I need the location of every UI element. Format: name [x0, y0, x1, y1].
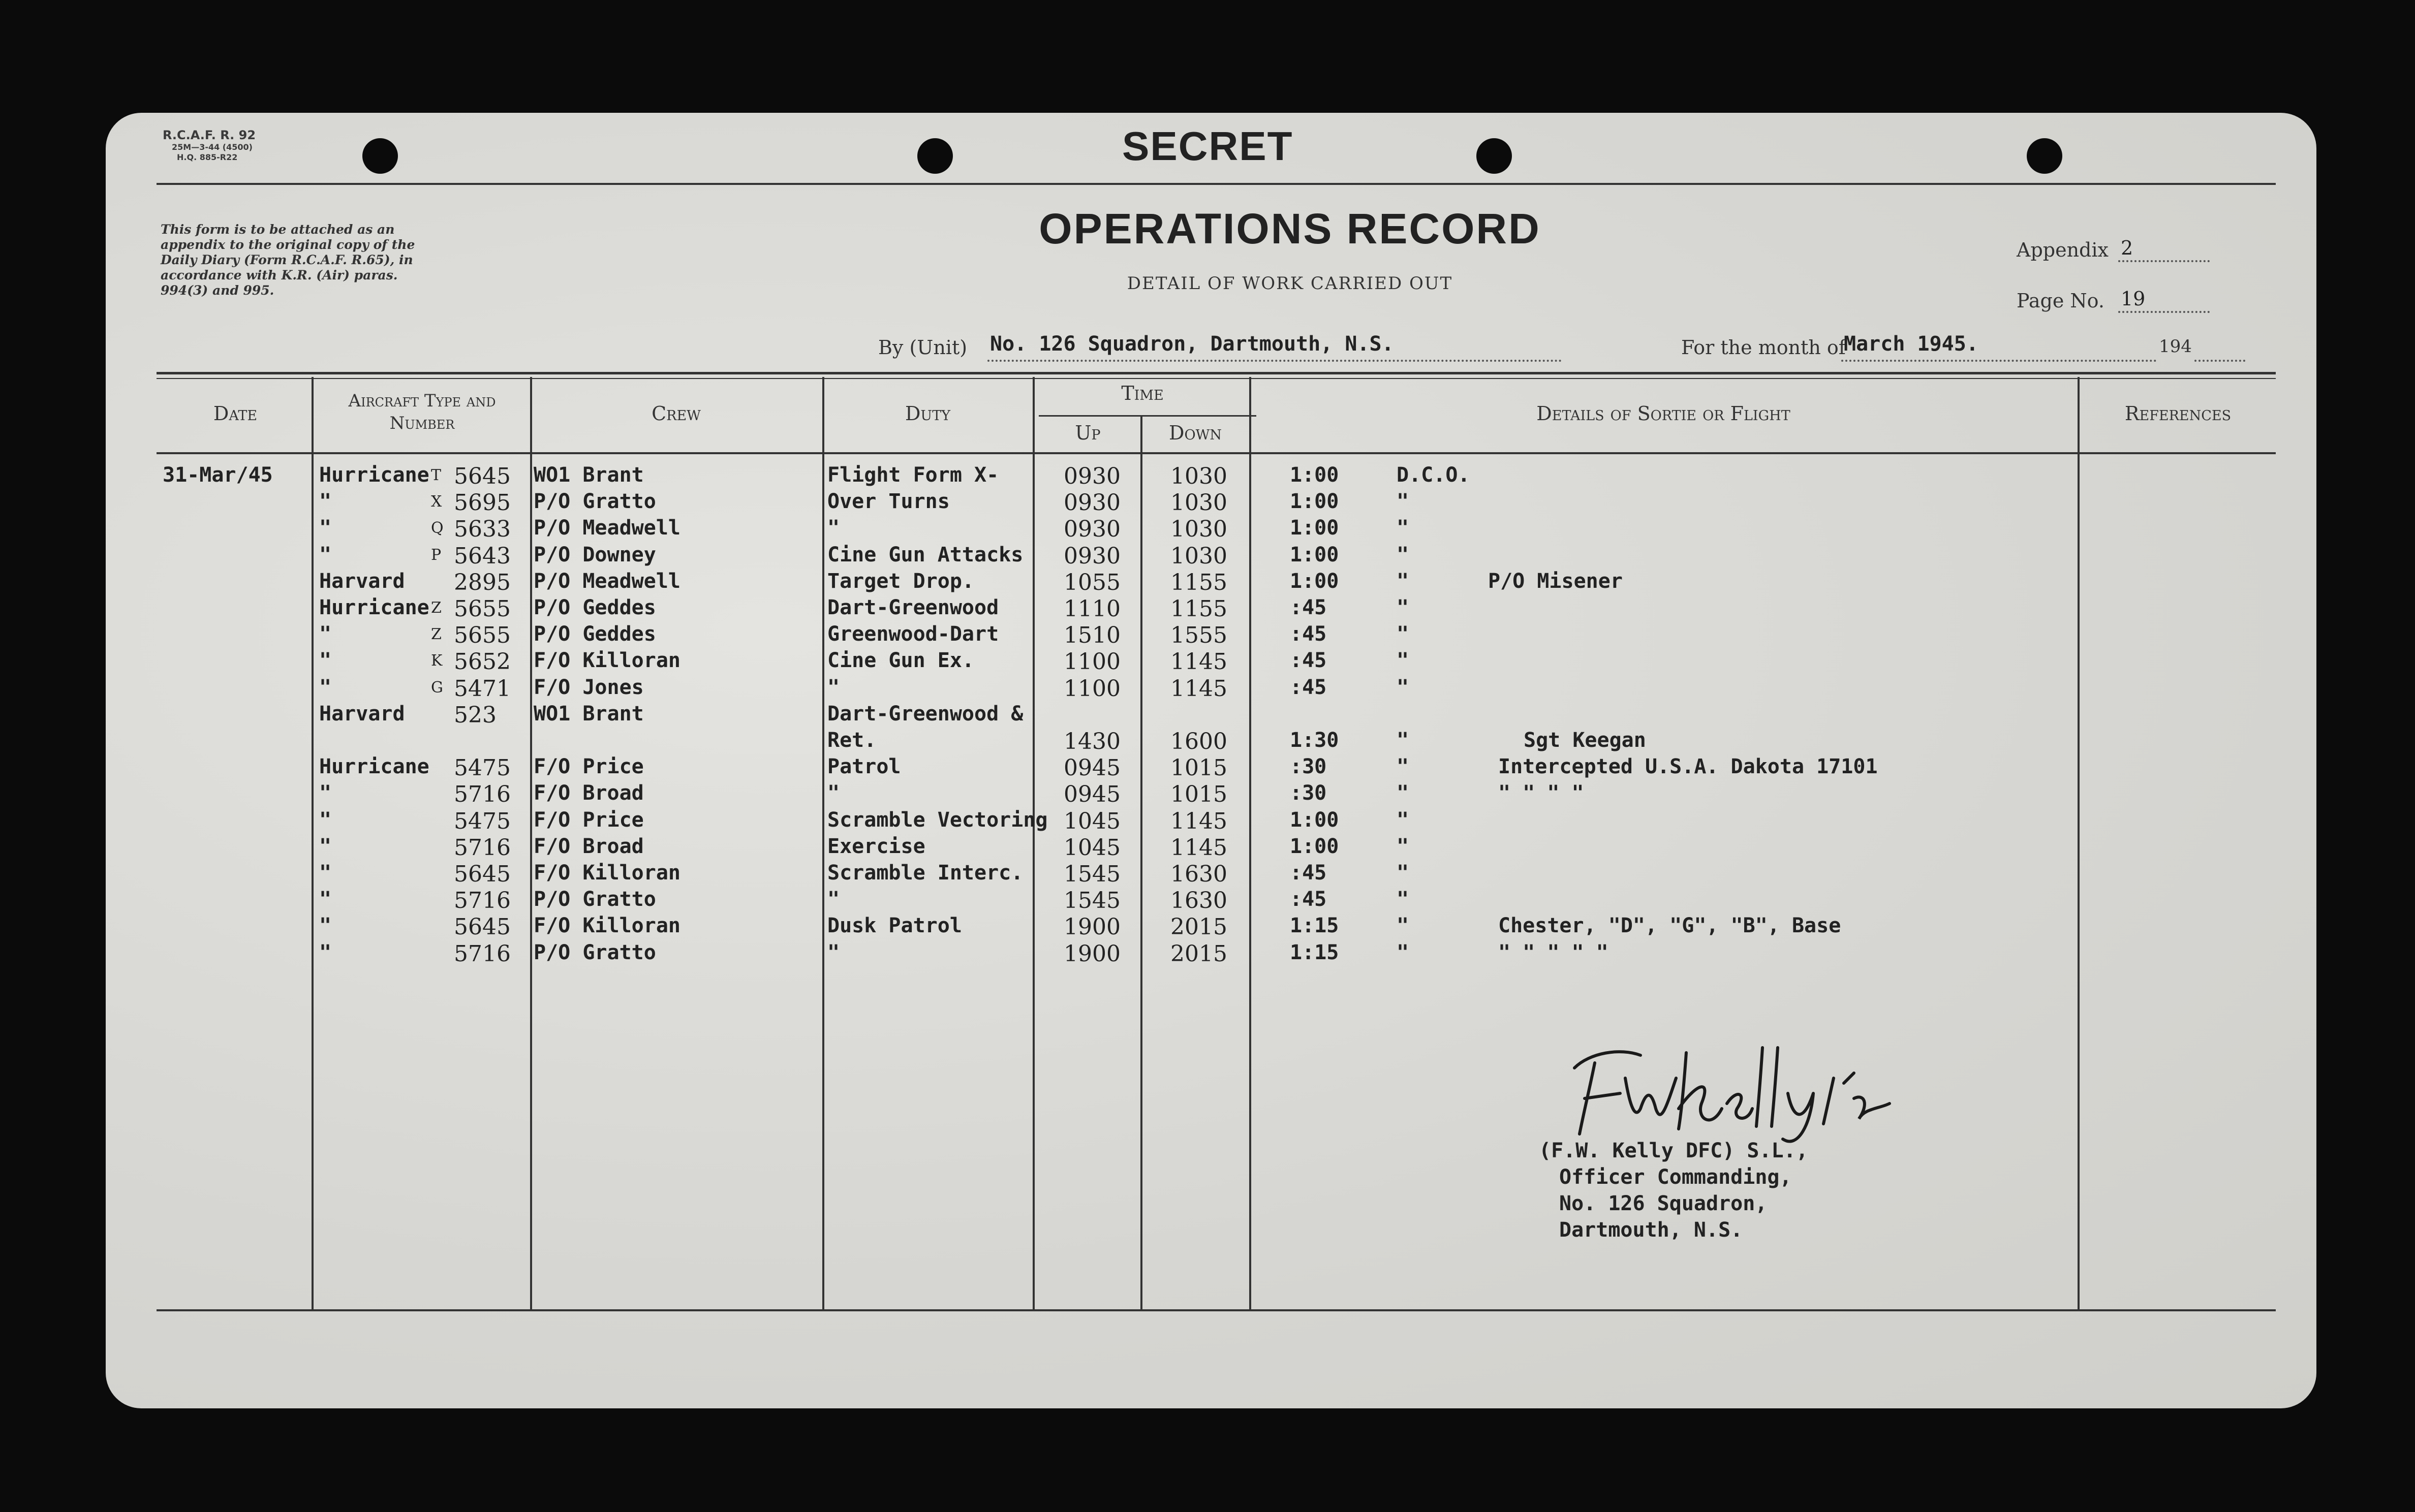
row-detail: D.C.O. — [1397, 463, 1470, 487]
month-value: March 1945. — [1844, 332, 1978, 356]
row-aircraft-number: 5652 — [454, 649, 511, 675]
time-subheader-rule — [1039, 415, 1256, 417]
row-aircraft-type: " — [319, 649, 332, 673]
row-aircraft-type: " — [319, 490, 332, 514]
row-detail: " — [1397, 808, 1409, 832]
row-note: Intercepted U.S.A. Dakota 17101 — [1498, 755, 1878, 779]
table-row — [106, 888, 2316, 914]
row-crew: P/O Geddes — [534, 622, 656, 646]
row-duty: Exercise — [827, 834, 925, 858]
row-duty: Dusk Patrol — [827, 914, 962, 938]
row-duration: 1:00 — [1290, 490, 1339, 514]
row-duty: " — [827, 516, 840, 540]
row-aircraft-type: " — [319, 622, 332, 646]
table-row — [106, 676, 2316, 702]
row-duty: " — [827, 888, 840, 911]
page-number-dotline — [2118, 311, 2210, 313]
row-detail: " — [1397, 649, 1409, 673]
row-crew: F/O Broad — [534, 834, 644, 858]
row-crew: F/O Killoran — [534, 649, 680, 673]
operations-record-form — [106, 113, 2316, 1408]
row-aircraft-type: " — [319, 675, 332, 699]
row-detail: " — [1397, 569, 1409, 593]
row-note: Sgt Keegan — [1524, 729, 1646, 752]
row-time-up: 1110 — [1064, 596, 1121, 622]
row-duty: Greenwood-Dart — [827, 622, 999, 646]
row-aircraft-letter: G — [431, 678, 443, 697]
row-time-down: 1630 — [1170, 888, 1227, 914]
row-detail: " — [1397, 940, 1409, 964]
table-row — [106, 914, 2316, 940]
table-top-rule — [157, 372, 2276, 374]
row-crew: P/O Gratto — [534, 888, 656, 911]
signatory-place: Dartmouth, N.S. — [1559, 1218, 1743, 1242]
row-aircraft-number: 5716 — [454, 940, 511, 967]
row-aircraft-number: 5716 — [454, 888, 511, 914]
row-note: P/O Misener — [1488, 569, 1623, 593]
row-time-up: 1545 — [1064, 888, 1121, 914]
row-aircraft-number: 5645 — [454, 463, 511, 489]
row-time-down: 1030 — [1170, 463, 1227, 489]
row-duration: :45 — [1290, 675, 1327, 699]
row-duty: Target Drop. — [827, 569, 974, 593]
row-time-down: 1145 — [1170, 649, 1227, 675]
appendix-dotline — [2118, 260, 2210, 262]
appendix-value: 2 — [2121, 237, 2133, 259]
form-code: R.C.A.F. R. 92 — [163, 128, 256, 142]
unit-label: By (Unit) — [878, 336, 968, 359]
row-aircraft-number: 2895 — [454, 569, 511, 595]
row-time-down: 2015 — [1170, 914, 1227, 940]
row-duty: Cine Gun Attacks — [827, 543, 1024, 566]
row-crew: P/O Gratto — [534, 940, 656, 964]
row-aircraft-type: Hurricane — [319, 755, 429, 779]
row-duty: " — [827, 675, 840, 699]
row-note: " " " " — [1498, 781, 1584, 805]
appendix-label: Appendix — [2017, 239, 2109, 261]
row-time-up: 1045 — [1064, 808, 1121, 834]
row-crew: F/O Jones — [534, 675, 644, 699]
row-aircraft-type: " — [319, 888, 332, 911]
row-aircraft-type: " — [319, 914, 332, 938]
row-note: " " " " " — [1498, 940, 1608, 964]
row-duration: 1:00 — [1290, 463, 1339, 487]
row-aircraft-letter: Q — [431, 519, 444, 538]
row-duty: Ret. — [827, 729, 877, 752]
row-detail: " — [1397, 596, 1409, 619]
table-top-rule-thin — [157, 378, 2276, 379]
row-aircraft-type: " — [319, 861, 332, 885]
row-aircraft-number: 5655 — [454, 596, 511, 622]
row-aircraft-number: 5645 — [454, 861, 511, 887]
row-duration: :45 — [1290, 861, 1327, 885]
punch-hole — [917, 138, 953, 174]
row-aircraft-type: " — [319, 543, 332, 566]
table-row — [106, 808, 2316, 835]
punch-hole — [2027, 138, 2062, 174]
table-row — [106, 702, 2316, 729]
header-details: Details of Sortie or Flight — [1536, 402, 1790, 425]
row-duration: :30 — [1290, 755, 1327, 779]
row-duration: :30 — [1290, 781, 1327, 805]
row-time-down: 2015 — [1170, 940, 1227, 967]
table-row — [106, 835, 2316, 861]
signatory-title: Officer Commanding, — [1559, 1166, 1792, 1189]
row-crew: WO1 Brant — [534, 702, 644, 726]
page-number-label: Page No. — [2017, 290, 2104, 312]
table-bottom-rule — [157, 1309, 2276, 1311]
row-crew: F/O Killoran — [534, 914, 680, 938]
row-detail: " — [1397, 834, 1409, 858]
table-row — [106, 543, 2316, 570]
row-time-up: 0945 — [1064, 755, 1121, 781]
row-aircraft-number: 5643 — [454, 543, 511, 569]
row-duration: :45 — [1290, 888, 1327, 911]
row-crew: WO1 Brant — [534, 463, 644, 487]
form-instructions: This form is to be attached as an appendix to the original copy of the Daily Diary (Form R.C.A.F. R.65), in accordance with K.R. (Air) paras. 994(3) and 995. — [161, 222, 415, 298]
row-aircraft-type: " — [319, 808, 332, 832]
row-aircraft-letter: P — [431, 546, 442, 564]
row-detail: " — [1397, 888, 1409, 911]
row-time-up: 1900 — [1064, 940, 1121, 967]
header-bottom-rule — [157, 452, 2276, 454]
row-aircraft-letter: Z — [431, 625, 442, 644]
punch-hole — [362, 138, 398, 174]
row-detail: " — [1397, 729, 1409, 752]
row-crew: P/O Geddes — [534, 596, 656, 619]
row-time-up: 1510 — [1064, 622, 1121, 649]
row-detail: " — [1397, 543, 1409, 566]
row-duty: Scramble Vectoring — [827, 808, 1048, 832]
row-time-down: 1555 — [1170, 622, 1227, 649]
row-duty: Flight Form X- — [827, 463, 999, 487]
row-duration: 1:00 — [1290, 834, 1339, 858]
row-aircraft-number: 5655 — [454, 622, 511, 649]
row-detail: " — [1397, 516, 1409, 540]
row-aircraft-number: 5633 — [454, 516, 511, 543]
row-note: Chester, "D", "G", "B", Base — [1498, 914, 1841, 938]
row-detail: " — [1397, 914, 1409, 938]
header-down: Down — [1169, 422, 1222, 444]
row-time-down: 1015 — [1170, 755, 1227, 781]
form-title: OPERATIONS RECORD — [1039, 205, 1541, 253]
table-row — [106, 570, 2316, 596]
row-aircraft-type: " — [319, 834, 332, 858]
row-duration: 1:00 — [1290, 808, 1339, 832]
row-duration: 1:00 — [1290, 569, 1339, 593]
row-crew: P/O Downey — [534, 543, 656, 566]
table-row — [106, 755, 2316, 781]
row-duration: 1:30 — [1290, 729, 1339, 752]
row-crew: F/O Price — [534, 808, 644, 832]
unit-value: No. 126 Squadron, Dartmouth, N.S. — [990, 332, 1394, 356]
row-aircraft-number: 5475 — [454, 808, 511, 834]
row-aircraft-letter: K — [431, 652, 443, 670]
row-date: 31-Mar/45 — [163, 463, 273, 487]
row-duty: Patrol — [827, 755, 901, 779]
row-time-up: 1100 — [1064, 675, 1121, 702]
row-aircraft-type: " — [319, 781, 332, 805]
row-time-up: 0930 — [1064, 516, 1121, 543]
row-duration: 1:00 — [1290, 516, 1339, 540]
signatory-unit: No. 126 Squadron, — [1559, 1192, 1768, 1215]
header-duty: Duty — [905, 402, 951, 425]
row-time-up: 1545 — [1064, 861, 1121, 887]
row-time-up: 0930 — [1064, 490, 1121, 516]
top-rule — [157, 183, 2276, 185]
table-row — [106, 516, 2316, 543]
month-dotline — [1841, 360, 2156, 362]
table-row — [106, 861, 2316, 888]
row-aircraft-type: Harvard — [319, 569, 405, 593]
row-time-down: 1145 — [1170, 675, 1227, 702]
table-row — [106, 490, 2316, 516]
row-duty: Over Turns — [827, 490, 950, 514]
row-duty: Cine Gun Ex. — [827, 649, 974, 673]
row-time-down: 1030 — [1170, 490, 1227, 516]
header-date: Date — [213, 402, 258, 425]
row-time-up: 1100 — [1064, 649, 1121, 675]
header-up: Up — [1075, 422, 1101, 444]
row-aircraft-type: Hurricane — [319, 463, 429, 487]
row-time-up: 0930 — [1064, 543, 1121, 569]
row-duration: :45 — [1290, 596, 1327, 619]
row-duration: :45 — [1290, 649, 1327, 673]
row-aircraft-type: " — [319, 940, 332, 964]
year-dotline — [2194, 360, 2245, 362]
table-row — [106, 463, 2316, 490]
table-row — [106, 781, 2316, 808]
row-time-down: 1145 — [1170, 808, 1227, 834]
row-time-up: 1045 — [1064, 834, 1121, 861]
row-time-up: 1900 — [1064, 914, 1121, 940]
row-crew: F/O Killoran — [534, 861, 680, 885]
row-time-down: 1030 — [1170, 543, 1227, 569]
form-hq-code: H.Q. 885-R22 — [177, 152, 238, 162]
header-time: Time — [1121, 382, 1164, 404]
row-duration: 1:15 — [1290, 940, 1339, 964]
form-print-code: 25M—3-44 (4500) — [172, 142, 253, 152]
row-duration: :45 — [1290, 622, 1327, 646]
row-crew: P/O Meadwell — [534, 569, 680, 593]
row-time-down: 1155 — [1170, 596, 1227, 622]
row-duty: " — [827, 781, 840, 805]
table-row — [106, 941, 2316, 967]
year-suffix: 194 — [2159, 336, 2192, 357]
row-duration: 1:00 — [1290, 543, 1339, 566]
row-duty: Dart-Greenwood & — [827, 702, 1024, 726]
row-detail: " — [1397, 861, 1409, 885]
row-aircraft-letter: X — [431, 493, 442, 511]
row-crew: P/O Meadwell — [534, 516, 680, 540]
month-label: For the month of — [1681, 336, 1846, 359]
row-crew: F/O Broad — [534, 781, 644, 805]
row-aircraft-number: 523 — [454, 702, 497, 728]
unit-dotline — [987, 360, 1562, 362]
row-aircraft-type: Harvard — [319, 702, 405, 726]
row-duty: Scramble Interc. — [827, 861, 1024, 885]
handwritten-signature — [1559, 1032, 1925, 1144]
row-aircraft-number: 5471 — [454, 675, 511, 702]
table-row — [106, 729, 2316, 755]
row-aircraft-type: Hurricane — [319, 596, 429, 619]
table-row — [106, 649, 2316, 675]
row-aircraft-number: 5716 — [454, 781, 511, 808]
row-time-down: 1145 — [1170, 834, 1227, 861]
row-duty: Dart-Greenwood — [827, 596, 999, 619]
row-detail: " — [1397, 622, 1409, 646]
row-time-up: 1430 — [1064, 729, 1121, 754]
row-aircraft-letter: Z — [431, 599, 442, 617]
row-time-down: 1600 — [1170, 729, 1227, 754]
table-row — [106, 622, 2316, 649]
row-detail: " — [1397, 675, 1409, 699]
header-references: References — [2124, 402, 2232, 425]
row-duration: 1:15 — [1290, 914, 1339, 938]
punch-hole — [1476, 138, 1512, 174]
table-row — [106, 596, 2316, 622]
row-detail: " — [1397, 490, 1409, 514]
row-time-down: 1015 — [1170, 781, 1227, 808]
row-time-up: 0930 — [1064, 463, 1121, 489]
row-aircraft-type: " — [319, 516, 332, 540]
signatory-name: (F.W. Kelly DFC) S.L., — [1539, 1139, 1808, 1162]
row-detail: " — [1397, 755, 1409, 779]
row-aircraft-number: 5475 — [454, 755, 511, 781]
row-detail: " — [1397, 781, 1409, 805]
row-time-down: 1630 — [1170, 861, 1227, 887]
row-aircraft-number: 5645 — [454, 914, 511, 940]
row-time-down: 1030 — [1170, 516, 1227, 543]
row-time-down: 1155 — [1170, 569, 1227, 595]
row-aircraft-number: 5716 — [454, 834, 511, 861]
row-crew: P/O Gratto — [534, 490, 656, 514]
classification-stamp: SECRET — [1122, 123, 1293, 169]
row-aircraft-number: 5695 — [454, 490, 511, 516]
form-subtitle: DETAIL OF WORK CARRIED OUT — [1127, 273, 1453, 294]
row-duty: " — [827, 940, 840, 964]
row-time-up: 0945 — [1064, 781, 1121, 808]
header-crew: Crew — [652, 402, 701, 425]
page-number-value: 19 — [2121, 288, 2146, 310]
row-crew: F/O Price — [534, 755, 644, 779]
header-aircraft: Aircraft Type and Number — [348, 391, 496, 433]
row-time-up: 1055 — [1064, 569, 1121, 595]
row-aircraft-letter: T — [431, 466, 442, 484]
